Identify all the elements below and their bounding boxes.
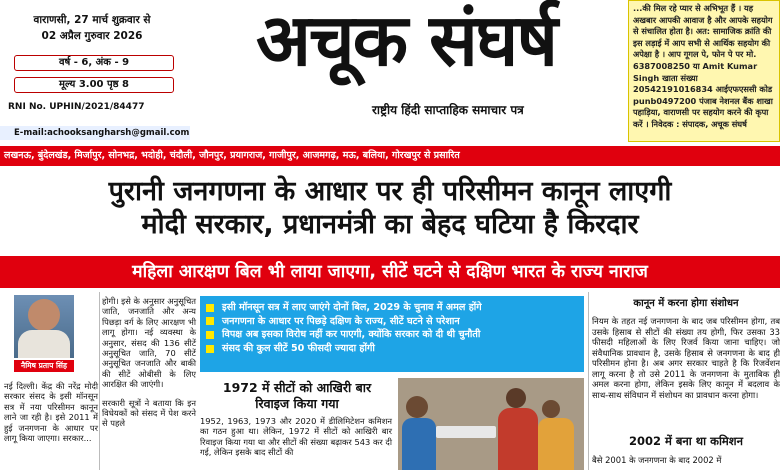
person-body bbox=[538, 418, 574, 470]
highlight-text: इसी मॉनसून सत्र में लाए जाएंगे दोनों बिल, 2029 के चुनाव में अमल होंगे bbox=[222, 302, 482, 313]
right-section-heading: कानून में करना होगा संशोधन bbox=[633, 298, 739, 309]
highlight-item bbox=[206, 342, 578, 356]
article-col2 bbox=[102, 296, 196, 437]
person-head bbox=[406, 396, 428, 418]
right-section-heading-2: 2002 में बना था कमिशन bbox=[628, 434, 744, 448]
highlight-text: संसद की कुल सीटें 50 फीसदी ज्यादा होंगी bbox=[222, 342, 375, 354]
headline-line-2: मोदी सरकार, प्रधानमंत्री का बेहद घटिया है किरदार bbox=[141, 209, 639, 240]
highlight-text: विपक्ष अब इसका विरोध नहीं कर पाएगी, क्योंकि सरकार को दी थी चुनौती bbox=[222, 329, 481, 341]
author-photo-body bbox=[18, 330, 70, 358]
article-col2-para-2: सरकारी सूत्रों ने बताया कि इन विधेयकों को संसद में पेश करने से पहले bbox=[102, 397, 196, 429]
highlight-item bbox=[206, 315, 578, 329]
subheadline-bar: महिला आरक्षण बिल भी लाया जाएगा, सीटें घटने से दक्षिण भारत के राज्य नाराज bbox=[0, 256, 780, 288]
bullet-square-icon bbox=[206, 304, 214, 312]
newspaper-subtitle: राष्ट्रीय हिंदी साप्ताहिक समाचार पत्र bbox=[372, 103, 524, 117]
column-divider bbox=[588, 292, 589, 470]
section-1972-text: 1952, 1963, 1973 और 2020 में डीलिमिटेशन कमिशन का गठन हुआ था। लेकिन, 1972 में सीटों को आखिरी बार रिवाइज किया गया था और सीटों की संख्या बढ़ाकर 543 कर दी गई, लेकिन इसके बाद सीटों की bbox=[200, 416, 392, 458]
date-line-2: 02 अप्रैल गुरुवार 2026 bbox=[41, 30, 143, 42]
section-1972-heading: 1972 में सीटों को आखिरी बार रिवाइज किया गया bbox=[222, 380, 372, 411]
person-head bbox=[506, 388, 526, 408]
author-photo-face bbox=[28, 299, 60, 331]
right-section-text: नियम के तहत नई जनगणना के बाद जब परिसीमन होगा, तब उसके हिसाब से सीटों की संख्या तय होगी, फिर उसका 33 फीसदी महिलाओं के लिए रिजर्व किया जाना चाहिए। जो संवैधानिक प्रावधान है, उसके हिसाब से जनगणना के बाद ही परिसीमन होना है। अब अगर सरकार चाहते है कि रिजर्वेशन लागू करना है तो उसे 2011 के जनगणना के मुताबिक ही अमल करना होगा, लेकिन इसके लिए कानून में बदलाव के साथ-साथ संविधान में संशोधन का प्रावधान करना होगा। bbox=[592, 316, 780, 400]
email-link[interactable]: E-mail:achooksangharsh@gmail.com bbox=[0, 126, 190, 140]
promo-box: ...की मिल रहे प्यार से अभिभूत हैं । यह अखबार आपकी आवाज है और आपके सहयोग से संचालित होता है। अत: सामाजिक क्रांति की इस लड़ाई में आप सभी से आर्थिक सहयोग की अपेक्षा है । आप गूगल पे, फोन पे पर मो. 6387008250 या Amit Kumar Singh खाता संख्या 20542191016834 आईएफएससी कोड punb0497200 पंजाब नेशनल बैंक शाखा पहाड़िया, वाराणसी पर सहयोग करने की कृपा करें । निवेदक : संपादक, अचूक संघर्ष bbox=[628, 0, 780, 142]
right-section-text-2: बैसे 2001 के जनगणना के बाद 2002 में bbox=[592, 455, 722, 465]
headline-line-1: पुरानी जनगणना के आधार पर ही परिसीमन कानून लाएगी bbox=[108, 176, 672, 207]
newspaper-title: अचूक संघर्ष bbox=[256, 0, 556, 82]
person-body bbox=[498, 408, 538, 470]
highlight-item bbox=[206, 301, 578, 315]
issue-badge: वर्ष - 6, अंक - 9 bbox=[14, 55, 174, 71]
bullet-square-icon bbox=[206, 317, 214, 325]
article-col1-text: नई दिल्ली। केंद्र की नरेंद्र मोदी सरकार संसद के इसी मॉनसून सत्र में नया परिसीमन कानून लाने जा रही है। इसे 2011 में हुई जनगणना के आधार पर लागू किया जाएगा। सरकार... bbox=[4, 381, 98, 444]
tablet-device bbox=[436, 426, 496, 438]
author-caption: नैमिष प्रताप सिंह bbox=[14, 360, 74, 372]
locations-bar: लखनऊ, बुंदेलखंड, मिर्जापुर, सोनभद्र, भदोही, चंदौली, जौनपुर, प्रयागराज, गाजीपुर, आजमगढ़, मऊ, बलिया, गोरखपुर से प्रसारित bbox=[0, 146, 780, 166]
column-divider bbox=[99, 292, 100, 470]
main-headline[interactable] bbox=[0, 175, 780, 241]
rni-number: RNI No. UPHIN/2021/84477 bbox=[8, 102, 145, 112]
bullet-square-icon bbox=[206, 331, 214, 339]
date-line-1: वाराणसी, 27 मार्च शुक्रवार से bbox=[33, 14, 151, 26]
person-body bbox=[402, 418, 436, 470]
highlight-text: जनगणना के आधार पर पिछड़े दक्षिण के राज्य, सीटें घटने से परेशान bbox=[222, 315, 460, 327]
price-badge: मूल्य 3.00 पृष्ठ 8 bbox=[14, 77, 174, 93]
bullet-square-icon bbox=[206, 345, 214, 353]
article-col2-para-1: होगी। इसे के अनुसार अनुसूचित जाति, जनजाति और अन्य पिछड़ा वर्ग के लिए आरक्षण भी लागू होगा। नई व्यवस्था के अनुसार, संसद की 136 सीटें अनुसूचित जाति, 70 सीटें अनुसूचित जनजाति और बाकी की सीटें ओबीसी के लिए आरक्षित की जाएंगी। bbox=[102, 296, 196, 390]
highlights-box bbox=[200, 296, 584, 372]
census-photo bbox=[398, 378, 584, 470]
highlight-item bbox=[206, 328, 578, 342]
person-head bbox=[542, 400, 560, 418]
date-line bbox=[2, 12, 182, 44]
